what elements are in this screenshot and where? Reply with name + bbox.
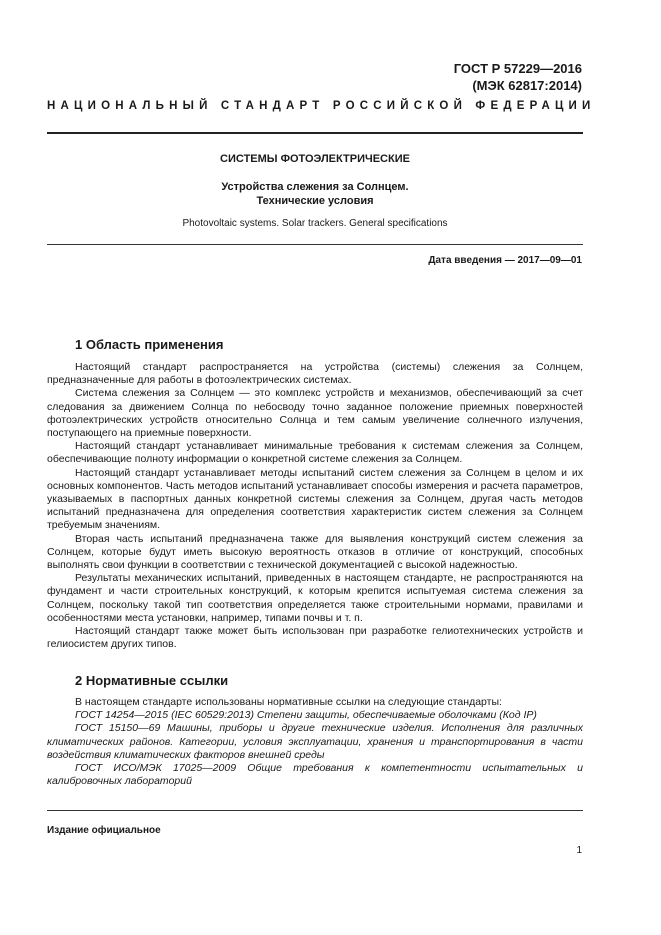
references-intro: В настоящем стандарте использованы нормативные ссылки на следующие стандарты: [75, 696, 502, 708]
paragraph: Система слежения за Солнцем — это комплекс устройств и механизмов, обеспечивающий за счет следования за движением Солнца по небосводу точно заданное положение приемных поверхностей фотоэлектрических устройств относительно Солнца и тем самым увеличение солнечного излучения, поступающего на приемные поверхности. [47, 387, 583, 440]
paragraph: Настоящий стандарт устанавливает минимальные требования к системам слежения за Солнцем, обеспечивающие полноту информации о конкретной системе слежения за Солнцем. [47, 440, 583, 466]
paragraph: Настоящий стандарт также может быть использован при разработке гелиотехнических устройств и гелиосистем других типов. [47, 625, 583, 651]
section-2-heading: 2 Нормативные ссылки [75, 673, 229, 688]
header-divider [47, 132, 583, 134]
standard-identifier [454, 60, 582, 94]
english-title: Photovoltaic systems. Solar trackers. General specifications [182, 218, 448, 229]
paragraph: Настоящий стандарт устанавливает методы испытаний систем слежения за Солнцем в целом и их основных компонентов. Часть методов испытаний устанавливает способы измерения и расчета параметров, указываемых в паспортных данных конкретной системы слежения за Солнцем, другая часть методов испытаний предназначена для определения соответствия характеристик систем слежения за Солнцем требуемым значениям. [47, 466, 583, 532]
document-subtitle [47, 180, 583, 208]
national-standard-title: НАЦИОНАЛЬНЫЙ СТАНДАРТ РОССИЙСКОЙ ФЕДЕРАЦИИ [47, 100, 596, 112]
reference-item: ГОСТ 15150—69 Машины, приборы и другие технические изделия. Исполнения для различных климатических районов. Категории, условия эксплуатации, хранения и транспортирования в части воздействия климатических факторов внешней среды [47, 722, 583, 761]
section-2-body [47, 696, 583, 788]
subtitle-line-1: Устройства слежения за Солнцем. [221, 181, 409, 193]
reference-item: ГОСТ ИСО/МЭК 17025—2009 Общие требования к компетентности испытательных и калибровочных лабораторий [47, 762, 583, 788]
paragraph: Настоящий стандарт распространяется на устройства (системы) слежения за Солнцем, предназначенные для работы в фотоэлектрических системах. [47, 361, 583, 387]
iec-number: (МЭК 62817:2014) [472, 78, 582, 93]
paragraph: Вторая часть испытаний предназначена также для выявления конструкций систем слежения за Солнцем, которые будут иметь высокую вероятность отказов в отличие от конструкций, способных выполнять свои функции в соответствии с технической документацией с высокой надежностью. [47, 532, 583, 572]
introduction-date: Дата введения — 2017—09—01 [428, 255, 582, 266]
subtitle-line-2: Технические условия [256, 195, 374, 207]
paragraph: Результаты механических испытаний, приведенных в настоящем стандарте, не распространяются на фундамент и части строительных конструкций, к которым крепится испытуемая система слежения за Солнцем, поскольку такой тип соответствия определяется также строительными нормами, правилами и особенностями места установки, например, типами почвы и т. п. [47, 572, 583, 624]
footer-divider [47, 810, 583, 811]
page-number: 1 [576, 845, 582, 856]
title-divider [47, 244, 583, 245]
section-1-body [47, 361, 583, 651]
reference-item: ГОСТ 14254—2015 (IEC 60529:2013) Степени защиты, обеспечиваемые оболочками (Код IP) [75, 709, 537, 722]
official-edition-label: Издание официальное [47, 825, 161, 836]
standard-number: ГОСТ Р 57229—2016 [453, 61, 582, 76]
section-1-heading: 1 Область применения [75, 337, 224, 352]
document-title: СИСТЕМЫ ФОТОЭЛЕКТРИЧЕСКИЕ [220, 153, 410, 165]
